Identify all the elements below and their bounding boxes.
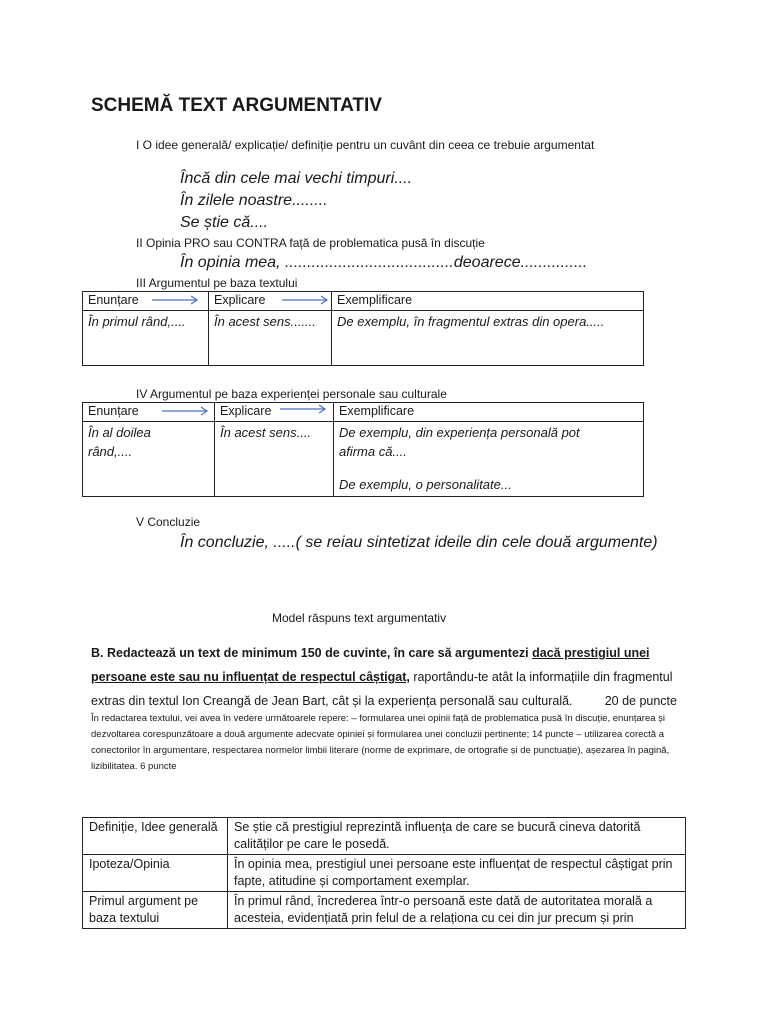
section-2-heading: II Opinia PRO sau CONTRA față de problematica pusă în discuție <box>136 236 485 250</box>
row-label: Ipoteza/Opinia <box>83 855 228 892</box>
phrase-3: Se știe că.... <box>180 214 269 231</box>
cell-enuntare <box>83 422 215 497</box>
table-row <box>83 892 686 929</box>
task-underlined: dacă prestigiul unei persoane este sau nu influențat de respectul câștigat, <box>91 646 650 684</box>
arrow-right-icon <box>280 294 332 306</box>
task-statement <box>91 641 691 713</box>
cell-explicare: În acest sens....... <box>209 311 332 366</box>
cell-exemplificare-line: De exemplu, din experiența personală pot <box>339 425 580 440</box>
header-exemplificare: Exemplificare <box>332 292 644 311</box>
row-label: Primul argument pe baza textului <box>83 892 228 929</box>
section-1-heading: I O idee generală/ explicație/ definiție pentru un cuvânt din ceea ce trebuie argumentat <box>136 138 595 152</box>
cell-exemplificare <box>334 422 644 497</box>
grading-note: În redactarea textului, vei avea în vedere următoarele repere: – formularea unei opinii față de problematica pusă în discuție, enunțarea și dezvoltarea corespunzătoare a două argumente adecvate opiniei și formularea unei concluzii pertinente; 14 puncte – utilizarea corectă a conectorilor în argumentare, respectarea normelor limbii literare (norme de exprimare, de ortografie și de punctuație), așezarea în pagină, lizibilitatea. 6 puncte <box>91 713 670 772</box>
phrase-1: Încă din cele mai vechi timpuri.... <box>180 170 413 187</box>
answer-table <box>82 817 686 929</box>
header-enuntare: Enunțare <box>83 292 209 311</box>
header-exemplificare: Exemplificare <box>334 403 644 422</box>
cell-exemplificare-line: De exemplu, o personalitate... <box>339 477 512 492</box>
conclusion-phrase: În concluzie, .....( se reiau sintetizat ideile din cele două argumente) <box>180 534 658 551</box>
header-enuntare: Enunțare <box>83 403 215 422</box>
arrow-right-icon <box>278 403 330 415</box>
task-lead: B. Redactează un text de minimum 150 de cuvinte, în care să argumentezi <box>91 646 533 660</box>
row-text: În primul rând, încrederea într-o persoană este dată de autoritatea morală a acesteia, evidențiată prin felul de a relaționa cu cei din jur precum și prin <box>228 892 686 929</box>
task-rest: raportându-te atât la informațiile din fragmentul extras din textul Ion Creangă de Jean Bart, cât și la experiența personală sau culturală. <box>91 670 673 708</box>
cell-enuntare: În primul rând,.... <box>83 311 209 366</box>
phrase-2: În zilele noastre........ <box>180 192 328 209</box>
cell-enuntare-line: rând,.... <box>88 444 133 459</box>
cell-exemplificare-line: afirma că.... <box>339 444 407 459</box>
row-label: Definiție, Idee generală <box>83 818 228 855</box>
section-5-heading: V Concluzie <box>136 515 201 529</box>
header-explicare: Explicare <box>209 292 332 311</box>
row-text: Se știe că prestigiul reprezintă influența de care se bucură cineva datorită calităților pe care le posedă. <box>228 818 686 855</box>
row-text: În opinia mea, prestigiul unei persoane este influențat de respectul câștigat prin fapte, atitudine și comportament exemplar. <box>228 855 686 892</box>
opinion-phrase: În opinia mea, ......................................deoarece............... <box>180 254 588 271</box>
page-title: SCHEMĂ TEXT ARGUMENTATIV <box>91 95 382 116</box>
task-points: 20 de puncte <box>604 694 677 708</box>
table-row <box>83 855 686 892</box>
cell-enuntare-line: În al doilea <box>88 425 151 440</box>
arrow-right-icon <box>150 294 202 306</box>
cell-exemplificare: De exemplu, în fragmentul extras din opera..... <box>332 311 644 366</box>
arrow-right-icon <box>160 405 212 417</box>
section-3-heading: III Argumentul pe baza textului <box>136 276 298 290</box>
header-explicare: Explicare <box>215 403 334 422</box>
model-heading: Model răspuns text argumentativ <box>272 611 447 625</box>
section-4-heading: IV Argumentul pe baza experienței personale sau culturale <box>136 387 447 401</box>
cell-explicare: În acest sens.... <box>215 422 334 497</box>
table-row <box>83 818 686 855</box>
